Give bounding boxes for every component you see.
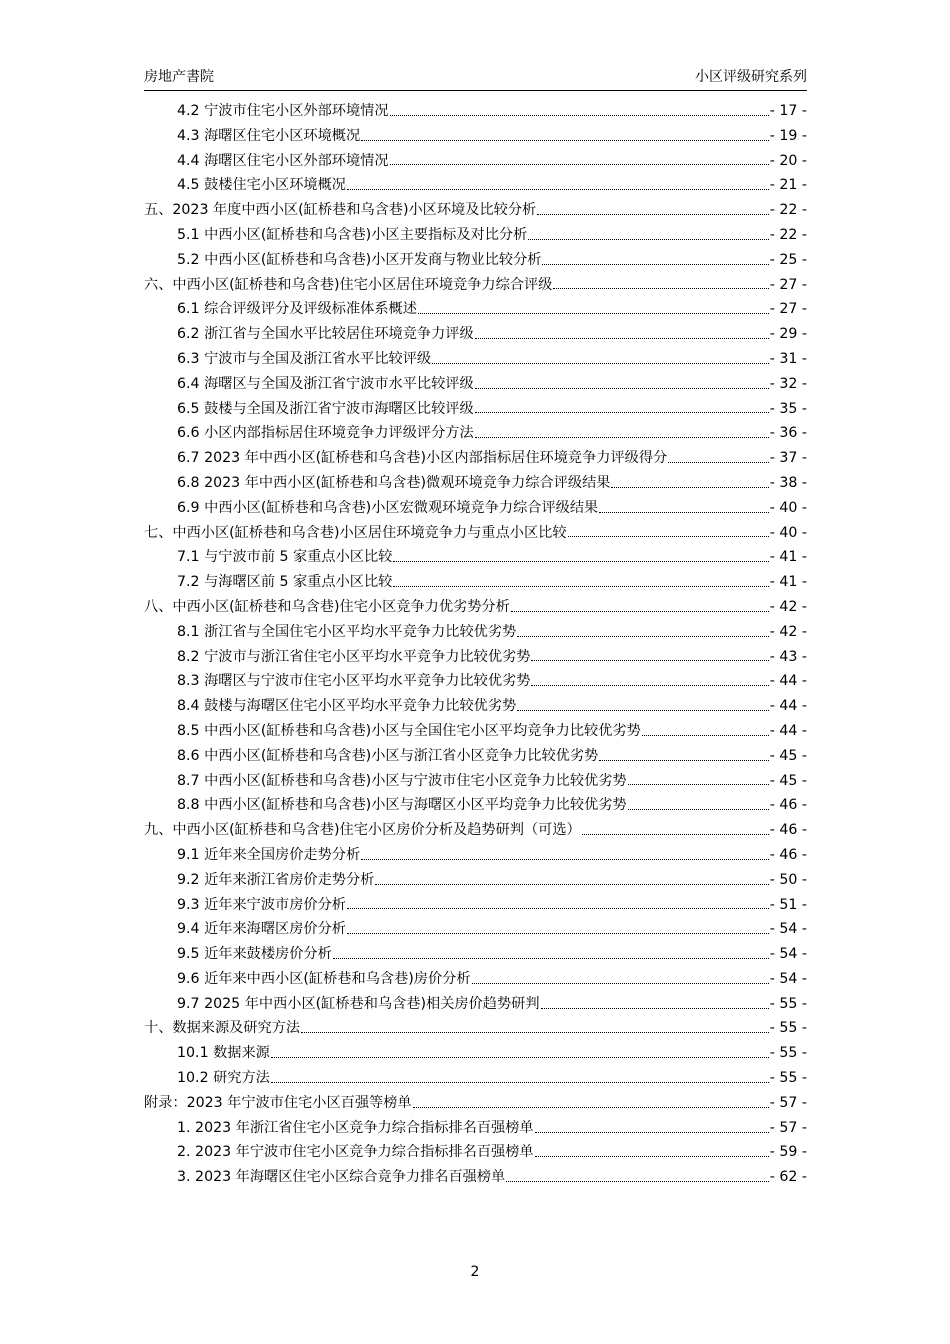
toc-entry-page: - 55 - <box>769 1020 807 1037</box>
toc-dot-leader <box>475 412 769 413</box>
toc-entry-page: - 54 - <box>769 921 807 938</box>
toc-entry-page: - 62 - <box>769 1169 807 1186</box>
toc-entry-page: - 31 - <box>769 350 807 367</box>
toc-entry-page: - 46 - <box>769 846 807 863</box>
toc-dot-leader <box>347 933 769 934</box>
toc-dot-leader <box>432 363 769 364</box>
toc-dot-leader <box>535 1132 769 1133</box>
toc-entry-page: - 44 - <box>769 722 807 739</box>
toc-entry-page: - 57 - <box>769 1094 807 1111</box>
toc-entry-title: 6.9 中西小区(缸桥巷和乌含巷)小区宏微观环境竞争力综合评级结果 <box>177 499 599 516</box>
toc-entry-page: - 37 - <box>769 450 807 467</box>
toc-entry-page: - 22 - <box>769 226 807 243</box>
toc-entry[interactable] <box>144 1066 807 1091</box>
toc-dot-leader <box>599 760 768 761</box>
toc-entry[interactable] <box>144 967 807 992</box>
toc-dot-leader <box>301 1032 769 1033</box>
toc-entry[interactable] <box>144 173 807 198</box>
toc-entry[interactable] <box>144 297 807 322</box>
toc-entry-title: 8.7 中西小区(缸桥巷和乌含巷)小区与宁波市住宅小区竞争力比较优劣势 <box>177 772 627 789</box>
toc-entry[interactable] <box>144 1116 807 1141</box>
toc-entry-title: 5.1 中西小区(缸桥巷和乌含巷)小区主要指标及对比分析 <box>177 226 528 243</box>
toc-entry-page: - 45 - <box>769 772 807 789</box>
toc-entry-title: 七、中西小区(缸桥巷和乌含巷)小区居住环境竞争力与重点小区比较 <box>144 524 567 541</box>
toc-dot-leader <box>271 1057 769 1058</box>
toc-entry-page: - 41 - <box>769 549 807 566</box>
toc-entry-title: 4.3 海曙区住宅小区环境概况 <box>177 127 361 144</box>
toc-entry[interactable] <box>144 645 807 670</box>
toc-entry-page: - 27 - <box>769 276 807 293</box>
toc-entry-title: 十、数据来源及研究方法 <box>144 1020 301 1037</box>
toc-dot-leader <box>531 685 768 686</box>
page-header <box>144 66 807 91</box>
toc-entry-page: - 42 - <box>769 598 807 615</box>
toc-entry-title: 10.2 研究方法 <box>177 1070 270 1087</box>
toc-dot-leader <box>347 908 769 909</box>
toc-entry-title: 6.3 宁波市与全国及浙江省水平比较评级 <box>177 350 432 367</box>
toc-entry-title: 3. 2023 年海曙区住宅小区综合竞争力排名百强榜单 <box>177 1169 506 1186</box>
header-series-title: 小区评级研究系列 <box>695 69 807 85</box>
toc-entry[interactable] <box>144 1016 807 1041</box>
toc-dot-leader <box>642 735 769 736</box>
toc-dot-leader <box>542 264 768 265</box>
toc-entry[interactable] <box>144 372 807 397</box>
toc-entry-title: 6.6 小区内部指标居住环境竞争力评级评分方法 <box>177 425 474 442</box>
toc-entry[interactable] <box>144 719 807 744</box>
toc-dot-leader <box>393 586 768 587</box>
toc-entry-title: 6.5 鼓楼与全国及浙江省宁波市海曙区比较评级 <box>177 400 474 417</box>
toc-dot-leader <box>528 239 768 240</box>
toc-dot-leader <box>413 1107 769 1108</box>
toc-dot-leader <box>568 536 769 537</box>
toc-entry[interactable] <box>144 1091 807 1116</box>
toc-entry-page: - 32 - <box>769 375 807 392</box>
toc-entry[interactable] <box>144 917 807 942</box>
toc-dot-leader <box>541 1008 769 1009</box>
toc-entry-title: 9.2 近年来浙江省房价走势分析 <box>177 871 375 888</box>
toc-entry-title: 8.6 中西小区(缸桥巷和乌含巷)小区与浙江省小区竞争力比较优劣势 <box>177 747 599 764</box>
toc-entry[interactable] <box>144 521 807 546</box>
toc-entry-page: - 51 - <box>769 896 807 913</box>
toc-entry-title: 8.2 宁波市与浙江省住宅小区平均水平竞争力比较优劣势 <box>177 648 531 665</box>
toc-dot-leader <box>535 1156 769 1157</box>
toc-entry-page: - 40 - <box>769 499 807 516</box>
toc-entry-page: - 43 - <box>769 648 807 665</box>
toc-entry-page: - 17 - <box>769 103 807 119</box>
toc-entry-title: 7.1 与宁波市前 5 家重点小区比较 <box>177 549 393 566</box>
toc-entry-title: 9.5 近年来鼓楼房价分析 <box>177 946 332 963</box>
toc-entry-page: - 22 - <box>769 202 807 219</box>
header-publisher: 房地产書院 <box>144 69 214 85</box>
toc-entry[interactable] <box>144 446 807 471</box>
toc-entry-page: - 45 - <box>769 747 807 764</box>
toc-entry-title: 九、中西小区(缸桥巷和乌含巷)住宅小区房价分析及趋势研判（可选） <box>144 822 581 839</box>
toc-entry-page: - 44 - <box>769 698 807 715</box>
toc-entry-title: 4.4 海曙区住宅小区外部环境情况 <box>177 152 389 169</box>
toc-dot-leader <box>475 338 769 339</box>
toc-entry[interactable] <box>144 1165 807 1190</box>
toc-entry[interactable] <box>144 149 807 174</box>
toc-dot-leader <box>347 189 769 190</box>
toc-dot-leader <box>628 784 769 785</box>
toc-entry-page: - 54 - <box>769 946 807 963</box>
toc-entry-title: 五、2023 年度中西小区(缸桥巷和乌含巷)小区环境及比较分析 <box>144 202 537 219</box>
toc-entry-page: - 46 - <box>769 822 807 839</box>
toc-dot-leader <box>361 140 769 141</box>
toc-entry[interactable] <box>144 496 807 521</box>
toc-entry[interactable] <box>144 223 807 248</box>
toc-entry-title: 8.1 浙江省与全国住宅小区平均水平竞争力比较优劣势 <box>177 623 517 640</box>
toc-entry-page: - 25 - <box>769 251 807 268</box>
toc-entry[interactable] <box>144 545 807 570</box>
toc-entry[interactable] <box>144 595 807 620</box>
toc-dot-leader <box>333 958 769 959</box>
toc-dot-leader <box>506 1181 768 1182</box>
toc-entry-title: 六、中西小区(缸桥巷和乌含巷)住宅小区居住环境竞争力综合评级 <box>144 276 553 293</box>
toc-dot-leader <box>611 487 768 488</box>
toc-entry-title: 八、中西小区(缸桥巷和乌含巷)住宅小区竞争力优劣势分析 <box>144 598 510 615</box>
toc-dot-leader <box>472 983 769 984</box>
toc-dot-leader <box>511 611 769 612</box>
toc-dot-leader <box>517 710 768 711</box>
toc-dot-leader <box>375 884 768 885</box>
toc-entry-page: - 59 - <box>769 1144 807 1161</box>
toc-entry-title: 6.1 综合评级评分及评级标准体系概述 <box>177 301 417 318</box>
toc-entry[interactable] <box>144 893 807 918</box>
toc-dot-leader <box>599 512 768 513</box>
toc-entry-page: - 46 - <box>769 797 807 814</box>
toc-entry-title: 6.2 浙江省与全国水平比较居住环境竞争力评级 <box>177 326 474 343</box>
toc-entry-page: - 40 - <box>769 524 807 541</box>
toc-entry-page: - 19 - <box>769 127 807 144</box>
toc-entry-title: 1. 2023 年浙江省住宅小区竞争力综合指标排名百强榜单 <box>177 1119 534 1136</box>
toc-entry-page: - 55 - <box>769 995 807 1012</box>
toc-entry[interactable] <box>144 397 807 422</box>
toc-entry[interactable] <box>144 818 807 843</box>
toc-entry-title: 9.4 近年来海曙区房价分析 <box>177 921 346 938</box>
toc-dot-leader <box>393 561 768 562</box>
toc-dot-leader <box>553 288 768 289</box>
toc-entry-title: 4.5 鼓楼住宅小区环境概况 <box>177 177 346 194</box>
toc-entry-page: - 41 - <box>769 574 807 591</box>
toc-entry[interactable] <box>144 769 807 794</box>
toc-entry[interactable] <box>144 124 807 149</box>
toc-entry-page: - 55 - <box>769 1070 807 1087</box>
toc-entry[interactable] <box>144 669 807 694</box>
toc-entry-title: 9.1 近年来全国房价走势分析 <box>177 846 361 863</box>
toc-entry[interactable] <box>144 471 807 496</box>
toc-dot-leader <box>475 388 769 389</box>
toc-entry-page: - 27 - <box>769 301 807 318</box>
toc-entry[interactable] <box>144 347 807 372</box>
toc-entry[interactable] <box>144 421 807 446</box>
toc-entry[interactable] <box>144 992 807 1017</box>
toc-entry-page: - 20 - <box>769 152 807 169</box>
toc-entry-title: 8.4 鼓楼与海曙区住宅小区平均水平竞争力比较优劣势 <box>177 698 517 715</box>
toc-entry[interactable] <box>144 868 807 893</box>
toc-entry-title: 6.7 2023 年中西小区(缸桥巷和乌含巷)小区内部指标居住环境竞争力评级得分 <box>177 450 668 467</box>
toc-entry-title: 6.8 2023 年中西小区(缸桥巷和乌含巷)微观环境竞争力综合评级结果 <box>177 474 611 491</box>
toc-entry[interactable] <box>144 942 807 967</box>
toc-dot-leader <box>271 1082 769 1083</box>
toc-entry[interactable] <box>144 1140 807 1165</box>
toc-entry-page: - 50 - <box>769 871 807 888</box>
toc-entry-title: 5.2 中西小区(缸桥巷和乌含巷)小区开发商与物业比较分析 <box>177 251 542 268</box>
toc-entry-title: 7.2 与海曙区前 5 家重点小区比较 <box>177 574 393 591</box>
toc-entry-title: 6.4 海曙区与全国及浙江省宁波市水平比较评级 <box>177 375 474 392</box>
toc-entry[interactable] <box>144 620 807 645</box>
toc-entry[interactable] <box>144 1041 807 1066</box>
toc-entry-title: 附录：2023 年宁波市住宅小区百强等榜单 <box>144 1094 412 1111</box>
toc-entry-page: - 57 - <box>769 1119 807 1136</box>
toc-entry-page: - 38 - <box>769 474 807 491</box>
toc-entry-title: 8.3 海曙区与宁波市住宅小区平均水平竞争力比较优劣势 <box>177 673 531 690</box>
toc-entry-page: - 21 - <box>769 177 807 194</box>
toc-entry-title: 9.3 近年来宁波市房价分析 <box>177 896 346 913</box>
toc-dot-leader <box>390 164 769 165</box>
toc-dot-leader <box>582 834 769 835</box>
toc-entry-page: - 36 - <box>769 425 807 442</box>
page-number: 2 <box>470 1264 480 1280</box>
toc-dot-leader <box>668 462 768 463</box>
toc-entry-title: 8.8 中西小区(缸桥巷和乌含巷)小区与海曙区小区平均竞争力比较优劣势 <box>177 797 627 814</box>
toc-entry[interactable] <box>144 793 807 818</box>
toc-entry-title: 10.1 数据来源 <box>177 1045 270 1062</box>
toc-entry-page: - 42 - <box>769 623 807 640</box>
toc-dot-leader <box>475 437 769 438</box>
toc-dot-leader <box>531 660 768 661</box>
toc-dot-leader <box>418 313 769 314</box>
toc-entry[interactable] <box>144 744 807 769</box>
toc-entry-page: - 54 - <box>769 970 807 987</box>
toc-entry-page: - 35 - <box>769 400 807 417</box>
toc-entry-title: 9.6 近年来中西小区(缸桥巷和乌含巷)房价分析 <box>177 970 471 987</box>
toc-entry-page: - 29 - <box>769 326 807 343</box>
toc-entry-page: - 44 - <box>769 673 807 690</box>
toc-entry-title: 8.5 中西小区(缸桥巷和乌含巷)小区与全国住宅小区平均竞争力比较优劣势 <box>177 722 641 739</box>
toc-entry[interactable] <box>144 570 807 595</box>
toc-entry-page: - 55 - <box>769 1045 807 1062</box>
toc-entry-title: 2. 2023 年宁波市住宅小区竞争力综合指标排名百强榜单 <box>177 1144 534 1161</box>
toc-entry-title: 4.2 宁波市住宅小区外部环境情况 <box>177 103 389 119</box>
toc-dot-leader <box>537 214 768 215</box>
toc-dot-leader <box>628 809 769 810</box>
toc-entry[interactable] <box>144 198 807 223</box>
toc-entry[interactable] <box>144 843 807 868</box>
toc-entry[interactable] <box>144 694 807 719</box>
toc-entry[interactable] <box>144 273 807 298</box>
table-of-contents <box>144 99 807 1190</box>
toc-entry[interactable] <box>144 99 807 124</box>
toc-entry[interactable] <box>144 248 807 273</box>
toc-dot-leader <box>390 115 769 116</box>
toc-entry[interactable] <box>144 322 807 347</box>
toc-dot-leader <box>361 859 769 860</box>
toc-entry-title: 9.7 2025 年中西小区(缸桥巷和乌含巷)相关房价趋势研判 <box>177 995 540 1012</box>
toc-dot-leader <box>517 636 768 637</box>
